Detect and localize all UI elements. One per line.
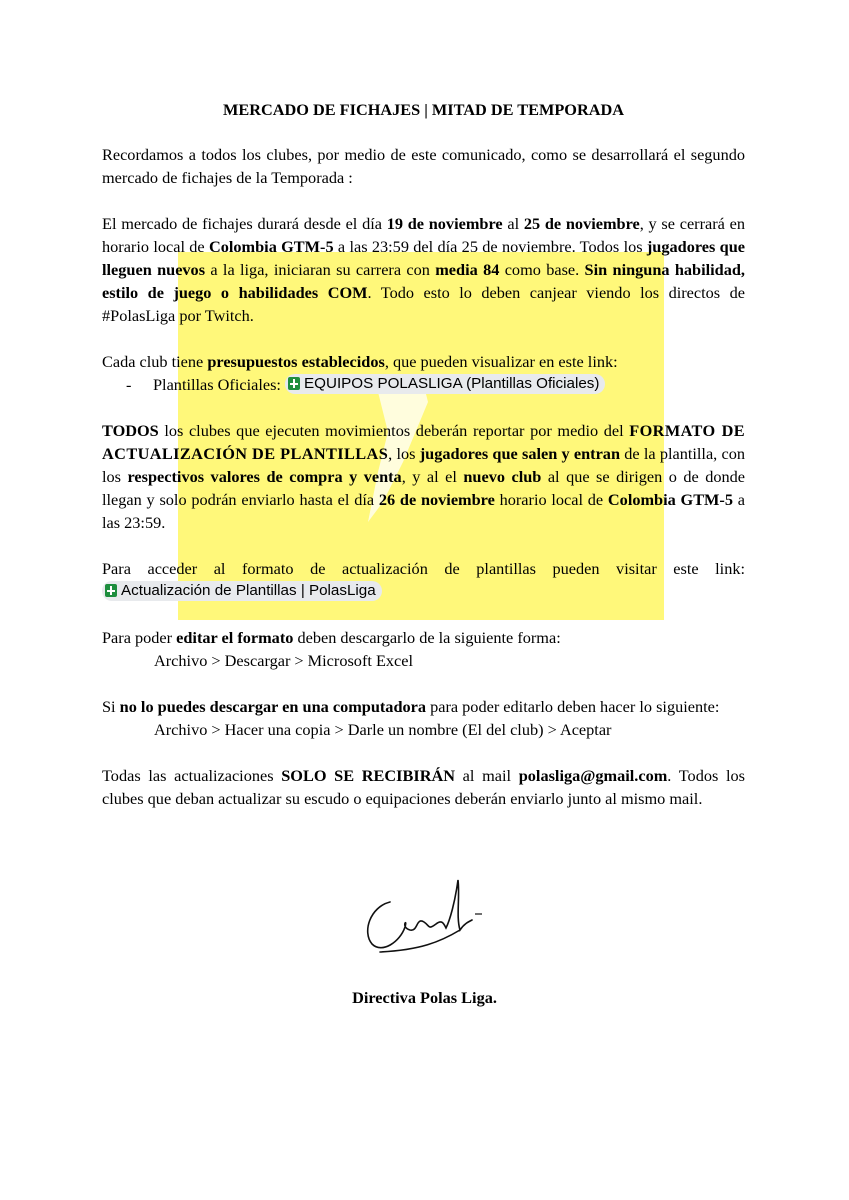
timezone: Colombia GTM-5 [607, 490, 733, 509]
bold-text: jugadores que salen y entran [419, 444, 620, 463]
text: para poder editarlo deben hacer lo siguiente: [426, 697, 720, 716]
bold-text: Sin ninguna habilidad, estilo de juego o habilidades COM [102, 260, 746, 302]
report-format-paragraph [102, 419, 745, 534]
sheets-icon [288, 377, 300, 390]
bold-text: presupuestos establecidos [207, 352, 385, 371]
text: , y se cerrará en horario local de [102, 214, 746, 256]
bold-text: jugadores [646, 237, 716, 256]
text: al que se dirigen o de donde llegan y solo podrán enviarlo hasta el día [102, 467, 745, 509]
bold-text: respectivos valores de compra y venta [127, 467, 402, 486]
text: Todas las actualizaciones [102, 766, 282, 785]
mail-paragraph [102, 764, 745, 810]
text: horario local de [494, 490, 608, 509]
text: Para acceder al formato de actualización de plantillas pueden visitar este link: [102, 559, 745, 578]
download-path: Archivo > Descargar > Microsoft Excel [154, 651, 414, 670]
bold-text: que lleguen nuevos [102, 237, 746, 279]
text: al mail [454, 766, 519, 785]
text: como base. [499, 260, 585, 279]
chip-label: Actualización de Plantillas | PolasLiga [121, 581, 376, 599]
budget-paragraph [102, 350, 745, 373]
text: , y al el [401, 467, 464, 486]
copy-paragraph [102, 695, 745, 741]
text: Si [102, 697, 120, 716]
bold-text: editar el formato [176, 628, 294, 647]
text: a la liga, iniciaran su carrera con [205, 260, 436, 279]
bold-text: FORMATO DE ACTUALIZACIÓN DE PLANTILLAS [102, 421, 746, 463]
chip-label: EQUIPOS POLASLIGA (Plantillas Oficiales) [304, 374, 600, 392]
bold-text: SOLO SE RECIBIRÁN [281, 766, 455, 785]
bold-text: no lo puedes descargar en una computadora [119, 697, 427, 716]
text: los clubes que ejecuten movimientos deberán reportar por medio del [158, 421, 630, 440]
end-date: 25 de noviembre [523, 214, 640, 233]
start-date: 19 de noviembre [386, 214, 503, 233]
sheets-icon [105, 584, 117, 597]
equipos-link-chip[interactable] [285, 374, 605, 394]
format-link-paragraph [102, 557, 745, 603]
download-paragraph [102, 626, 745, 672]
intro-paragraph: Recordamos a todos los clubes, por medio de este comunicado, como se desarrollará el segundo mercado de fichajes de la Temporada : [102, 145, 745, 187]
document-body [102, 98, 745, 833]
actualizacion-link-chip[interactable] [102, 581, 382, 601]
text: Para poder [102, 628, 177, 647]
bullet-item [102, 373, 745, 396]
bullet-dash: - [126, 375, 132, 394]
market-dates-paragraph [102, 212, 745, 327]
base-rating: media 84 [435, 260, 500, 279]
handwritten-signature [360, 872, 490, 962]
document-title: MERCADO DE FICHAJES | MITAD DE TEMPORADA [223, 100, 624, 119]
bullet-content [153, 373, 605, 396]
text: , que pueden visualizar en este link: [384, 352, 618, 371]
text: al [502, 214, 524, 233]
text: a las 23:59. [102, 490, 745, 532]
text: . Todo esto lo deben canjear viendo los directos de #PolasLiga por Twitch. [102, 283, 745, 325]
text: a las 23:59 del día 25 de noviembre. Todos los [333, 237, 647, 256]
email-address: polasliga@gmail.com [518, 766, 668, 785]
copy-path: Archivo > Hacer una copia > Darle un nombre (El del club) > Aceptar [154, 720, 612, 739]
text: deben descargarlo de la siguiente forma: [293, 628, 561, 647]
bold-text: TODOS [102, 421, 159, 440]
text: El mercado de fichajes durará desde el día [102, 214, 387, 233]
deadline-date: 26 de noviembre [378, 490, 495, 509]
text: de la plantilla, con los [102, 444, 745, 486]
signature-name: Directiva Polas Liga. [352, 988, 497, 1007]
text: . Todos los clubes que deban actualizar su escudo o equipaciones deberán enviarlo junto al mismo mail. [102, 766, 745, 808]
text: , los [388, 444, 420, 463]
bold-text: nuevo club [463, 467, 542, 486]
timezone: Colombia GTM-5 [208, 237, 334, 256]
text: Cada club tiene [102, 352, 208, 371]
bullet-label: Plantillas Oficiales: [153, 375, 286, 394]
